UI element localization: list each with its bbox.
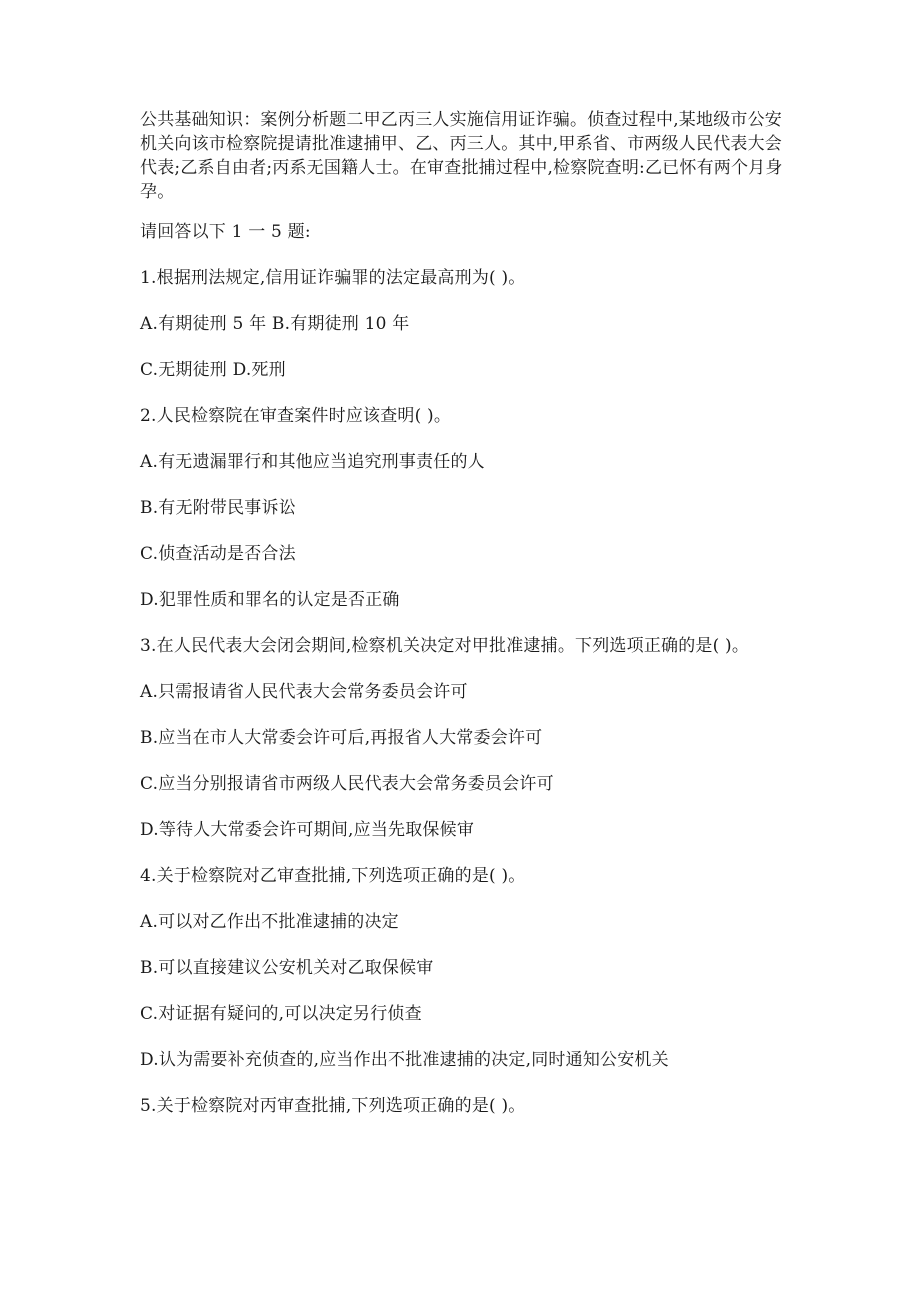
question-1-stem: 1.根据刑法规定,信用证诈骗罪的法定最高刑为( )。 <box>140 268 526 288</box>
question-2-option-d: D.犯罪性质和罪名的认定是否正确 <box>140 590 400 610</box>
document-body <box>140 108 790 1118</box>
question-4-option-d: D.认为需要补充侦查的,应当作出不批准逮捕的决定,同时通知公安机关 <box>140 1050 669 1070</box>
question-2-option-a: A.有无遗漏罪行和其他应当追究刑事责任的人 <box>140 452 485 472</box>
question-4-option-c: C.对证据有疑问的,可以决定另行侦查 <box>140 1004 422 1024</box>
case-intro-paragraph: 公共基础知识：案例分析题二甲乙丙三人实施信用证诈骗。侦查过程中,某地级市公安机关向该市检察院提请批准逮捕甲、乙、丙三人。其中,甲系省、市两级人民代表大会代表;乙系自由者;丙系无国籍人士。在审查批捕过程中,检察院查明:乙已怀有两个月身孕。 <box>140 110 783 202</box>
question-2-option-c: C.侦查活动是否合法 <box>140 544 296 564</box>
question-1-option-cd: C.无期徒刑 D.死刑 <box>140 360 286 380</box>
question-4-option-a: A.可以对乙作出不批准逮捕的决定 <box>140 912 399 932</box>
question-1-option-ab: A.有期徒刑 5 年 B.有期徒刑 10 年 <box>140 314 410 334</box>
question-3-option-c: C.应当分别报请省市两级人民代表大会常务委员会许可 <box>140 774 554 794</box>
question-3-stem: 3.在人民代表大会闭会期间,检察机关决定对甲批准逮捕。下列选项正确的是( )。 <box>140 636 750 656</box>
question-4-option-b: B.可以直接建议公安机关对乙取保候审 <box>140 958 434 978</box>
question-3-option-a: A.只需报请省人民代表大会常务委员会许可 <box>140 682 468 702</box>
question-3-option-d: D.等待人大常委会许可期间,应当先取保候审 <box>140 820 475 840</box>
question-5-stem: 5.关于检察院对丙审查批捕,下列选项正确的是( )。 <box>140 1096 526 1116</box>
question-2-stem: 2.人民检察院在审查案件时应该查明( )。 <box>140 406 452 426</box>
question-4-stem: 4.关于检察院对乙审查批捕,下列选项正确的是( )。 <box>140 866 526 886</box>
question-2-option-b: B.有无附带民事诉讼 <box>140 498 296 518</box>
question-3-option-b: B.应当在市人大常委会许可后,再报省人大常委会许可 <box>140 728 543 748</box>
instruction-line: 请回答以下 1 一 5 题: <box>140 222 311 242</box>
